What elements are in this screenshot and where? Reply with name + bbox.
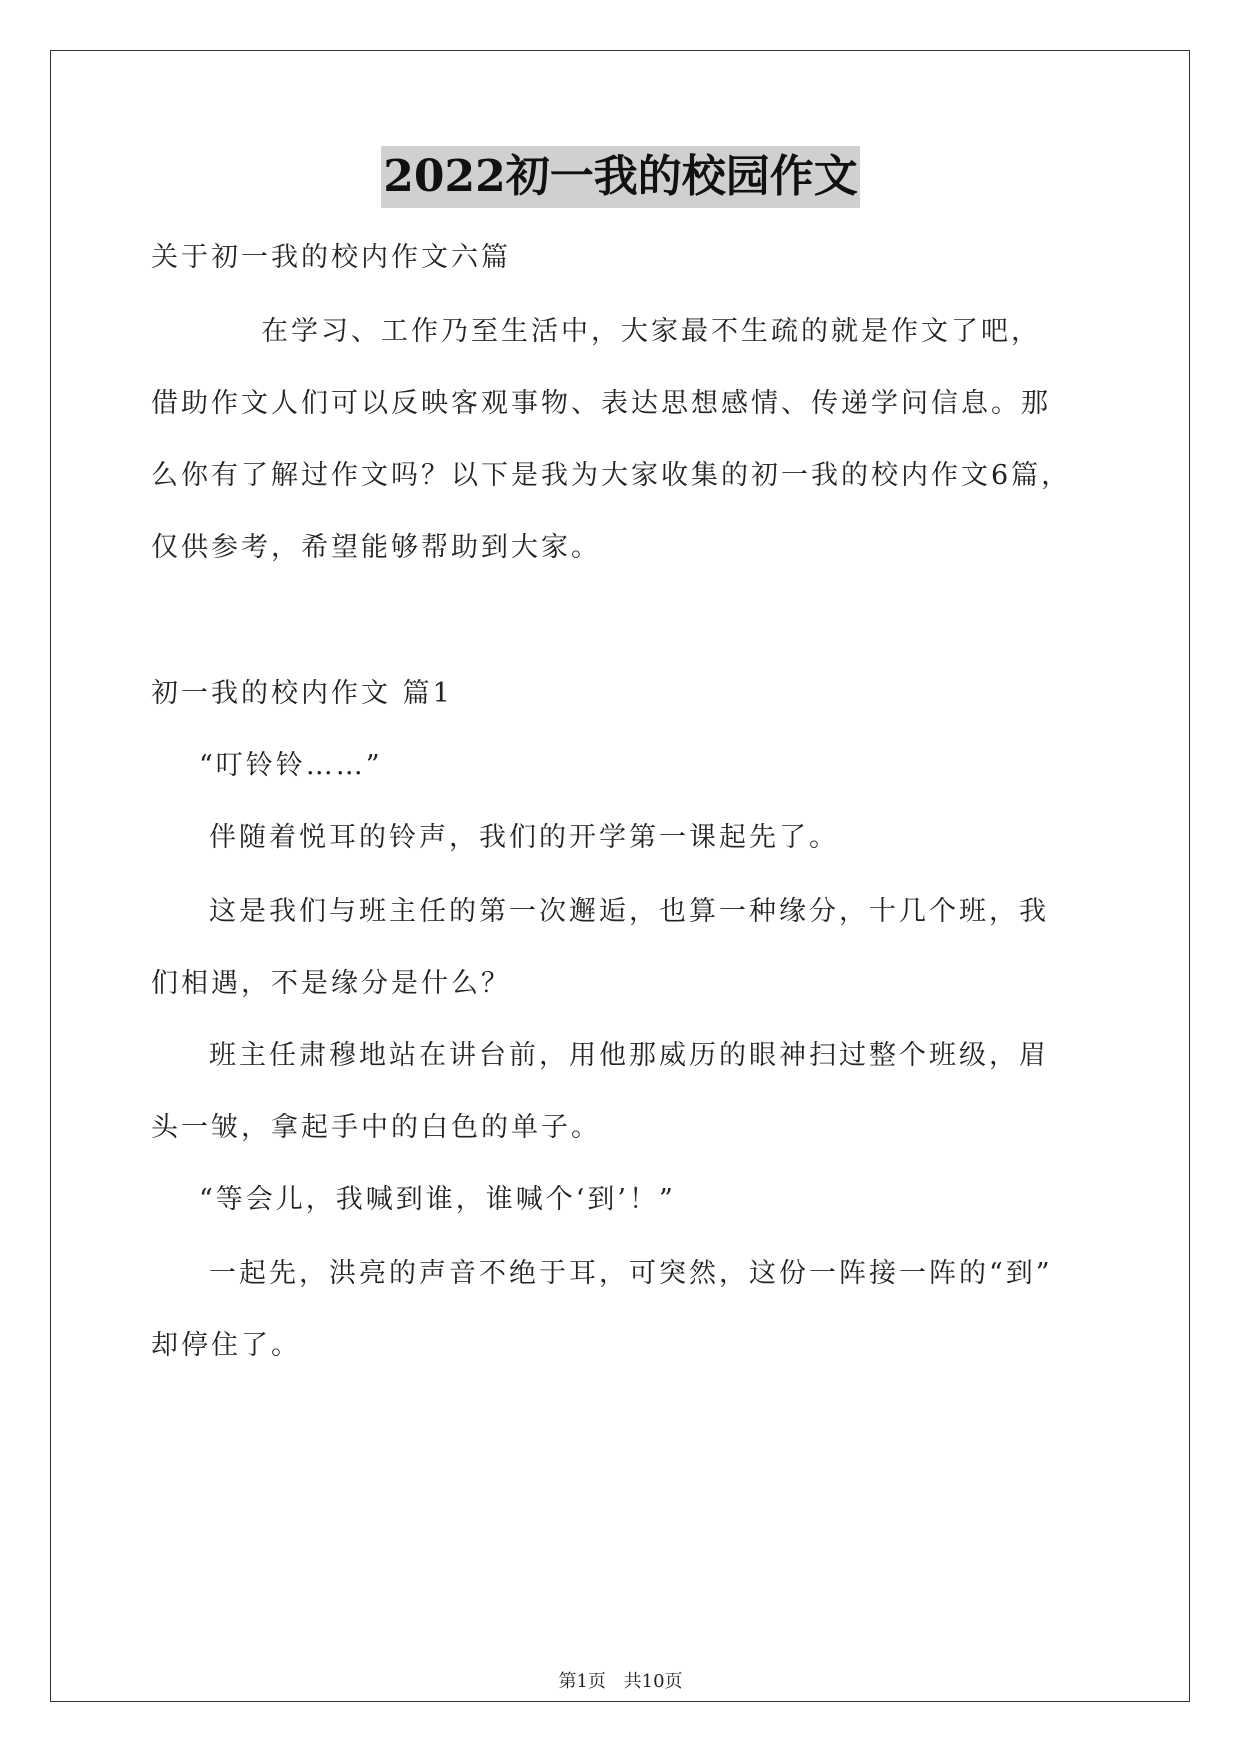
section-paragraph-line: 伴随着悦耳的铃声，我们的开学第一课起先了。 bbox=[209, 822, 839, 853]
intro-paragraph-line: 么你有了解过作文吗？以下是我为大家收集的初一我的校内作文6篇， bbox=[151, 460, 1072, 491]
intro-paragraph-line: 仅供参考，希望能够帮助到大家。 bbox=[151, 532, 601, 563]
section-paragraph-line: 这是我们与班主任的第一次邂逅，也算一种缘分，十几个班，我 bbox=[209, 896, 1049, 927]
section-paragraph-line: 头一皱，拿起手中的白色的单子。 bbox=[151, 1112, 601, 1143]
page-border bbox=[50, 50, 1190, 1702]
document-title-wrap bbox=[0, 146, 1241, 208]
intro-paragraph-line: 借助作文人们可以反映客观事物、表达思想感情、传递学问信息。那 bbox=[151, 388, 1051, 419]
document-title: 2022初一我的校园作文 bbox=[381, 146, 859, 208]
section-paragraph-line: 们相遇，不是缘分是什么？ bbox=[151, 968, 511, 999]
intro-paragraph-line: 在学习、工作乃至生活中，大家最不生疏的就是作文了吧， bbox=[261, 316, 1041, 347]
section-paragraph-line: “叮铃铃……” bbox=[199, 750, 383, 781]
section-paragraph-line: 一起先，洪亮的声音不绝于耳，可突然，这份一阵接一阵的“到” bbox=[209, 1258, 1053, 1289]
section-heading: 初一我的校内作文 篇1 bbox=[151, 678, 453, 709]
section-paragraph-line: 班主任肃穆地站在讲台前，用他那威历的眼神扫过整个班级，眉 bbox=[209, 1040, 1049, 1071]
page-footer bbox=[0, 1670, 1241, 1694]
section-paragraph-line: “等会儿，我喊到谁，谁喊个‘到’！” bbox=[199, 1184, 676, 1215]
page-total: 共10页 bbox=[623, 1671, 683, 1692]
document-subtitle: 关于初一我的校内作文六篇 bbox=[151, 242, 511, 273]
page-number: 第1页 bbox=[558, 1671, 606, 1692]
section-paragraph-line: 却停住了。 bbox=[151, 1330, 301, 1361]
